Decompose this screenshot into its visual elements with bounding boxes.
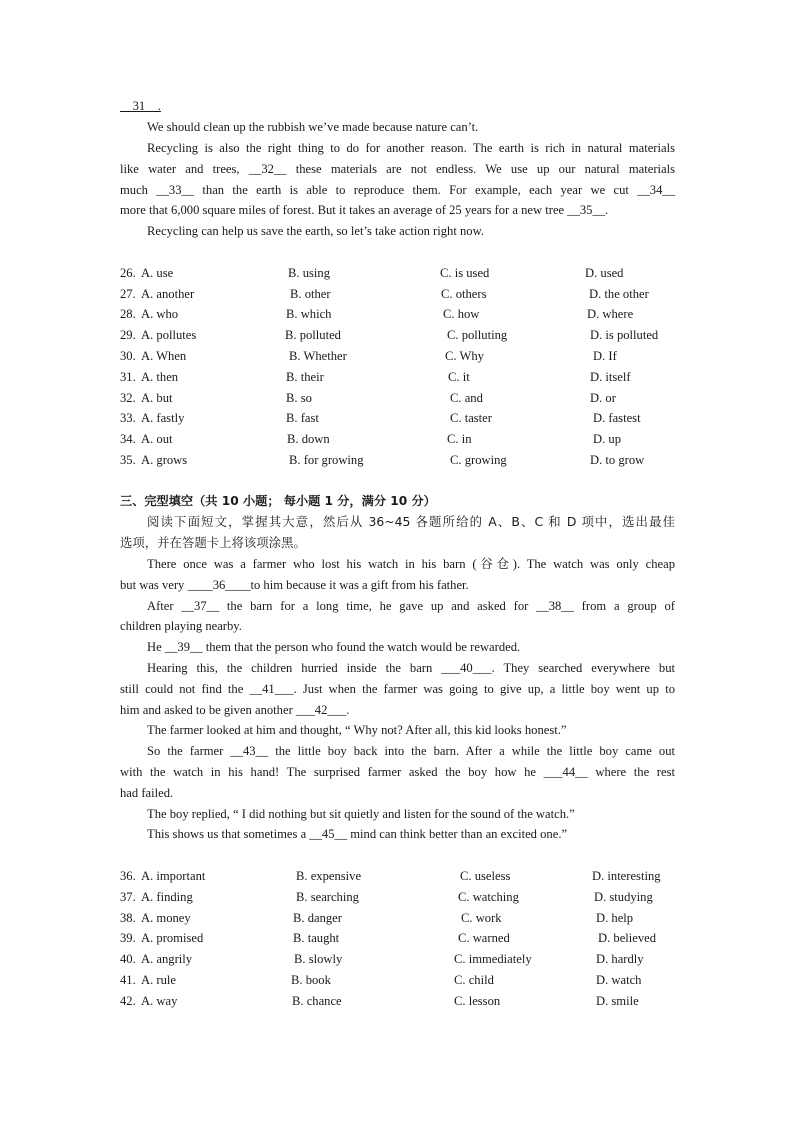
option-b: B. expensive xyxy=(296,869,362,883)
question-number: 30. xyxy=(120,349,136,363)
question-number: 39. xyxy=(120,931,136,945)
option-a: A. rule xyxy=(141,973,176,987)
option-a: A. way xyxy=(141,994,178,1008)
option-a: A. another xyxy=(141,287,195,301)
passage-line: had failed. xyxy=(120,786,174,800)
option-row xyxy=(120,970,700,991)
option-b: B. which xyxy=(286,307,332,321)
option-a: A. When xyxy=(141,349,187,363)
option-b: B. other xyxy=(290,287,331,301)
option-d: D. fastest xyxy=(593,411,641,425)
option-c: C. in xyxy=(447,432,472,446)
option-row xyxy=(120,284,700,305)
option-c: C. it xyxy=(448,370,470,384)
option-a: A. fastly xyxy=(141,411,185,425)
option-a: A. promised xyxy=(141,931,204,945)
option-d: D. or xyxy=(590,391,616,405)
passage-line: Recycling is also the right thing to do for another reason. The earth is rich in natural materials xyxy=(147,141,675,155)
option-c: C. work xyxy=(461,911,502,925)
option-b: B. using xyxy=(288,266,330,280)
question-number: 33. xyxy=(120,411,136,425)
option-row xyxy=(120,450,700,471)
option-c: C. polluting xyxy=(447,328,508,342)
question-number: 31. xyxy=(120,370,136,384)
option-a: A. but xyxy=(141,391,173,405)
question-number: 37. xyxy=(120,890,136,904)
option-row xyxy=(120,408,700,429)
option-row xyxy=(120,949,700,970)
question-number: 34. xyxy=(120,432,136,446)
option-row xyxy=(120,388,700,409)
section-instruction: 阅读下面短文，掌握其大意，然后从 36~45 各题所给的 A、B、C 和 D 项中，选出最佳 xyxy=(147,514,675,529)
option-row xyxy=(120,887,700,908)
option-b: B. their xyxy=(286,370,324,384)
option-d: D. interesting xyxy=(592,869,661,883)
option-d: D. itself xyxy=(590,370,631,384)
option-row xyxy=(120,367,700,388)
option-a: A. angrily xyxy=(141,952,193,966)
option-row xyxy=(120,263,700,284)
option-a: A. grows xyxy=(141,453,188,467)
option-b: B. fast xyxy=(286,411,319,425)
section-heading: 三、完型填空（共 10 小题； 每小题 1 分，满分 10 分） xyxy=(120,494,436,508)
option-c: C. how xyxy=(443,307,480,321)
option-a: A. use xyxy=(141,266,174,280)
question-number: 41. xyxy=(120,973,136,987)
option-a: A. pollutes xyxy=(141,328,197,342)
option-b: B. chance xyxy=(292,994,342,1008)
question-number: 42. xyxy=(120,994,136,1008)
option-row xyxy=(120,304,700,325)
option-a: A. important xyxy=(141,869,206,883)
option-b: B. Whether xyxy=(289,349,347,363)
option-a: A. who xyxy=(141,307,179,321)
option-a: A. finding xyxy=(141,890,193,904)
passage-line: So the farmer __43__ the little boy back into the barn. After a while the little boy came out xyxy=(147,744,675,758)
passage-line: with the watch in his hand! The surprised farmer asked the boy how he ___44__ where the rest xyxy=(120,765,675,779)
question-number: 26. xyxy=(120,266,136,280)
passage-line: Recycling can help us save the earth, so let’s take action right now. xyxy=(147,224,485,238)
option-d: D. is polluted xyxy=(590,328,659,342)
passage-line: After __37__ the barn for a long time, he gave up and asked for __38__ from a group of xyxy=(147,599,675,613)
question-number: 29. xyxy=(120,328,136,342)
option-row xyxy=(120,991,700,1012)
passage-line: much __33__ than the earth is able to reproduce them. For example, each year we cut __34__ xyxy=(120,183,675,197)
option-c: C. useless xyxy=(460,869,511,883)
option-b: B. book xyxy=(291,973,331,987)
question-number: 32. xyxy=(120,391,136,405)
option-d: D. hardly xyxy=(596,952,644,966)
passage-line: We should clean up the rubbish we’ve made because nature can’t. xyxy=(147,120,479,134)
option-c: C. and xyxy=(450,391,483,405)
option-d: D. the other xyxy=(589,287,649,301)
option-row xyxy=(120,928,700,949)
option-c: C. others xyxy=(441,287,487,301)
option-b: B. for growing xyxy=(289,453,364,467)
option-row xyxy=(120,866,700,887)
option-c: C. is used xyxy=(440,266,490,280)
option-d: D. up xyxy=(593,432,621,446)
option-d: D. to grow xyxy=(590,453,645,467)
section-instruction: 选项，并在答题卡上将该项涂黑。 xyxy=(120,535,306,550)
blank-31-line: __31__. xyxy=(120,99,161,113)
option-row xyxy=(120,908,700,929)
option-b: B. taught xyxy=(293,931,340,945)
option-c: C. Why xyxy=(445,349,484,363)
passage-line: The farmer looked at him and thought, “ Why not? After all, this kid looks honest.” xyxy=(147,723,567,737)
option-b: B. so xyxy=(286,391,312,405)
question-number: 36. xyxy=(120,869,136,883)
passage-line: but was very ____36____to him because it was a gift from his father. xyxy=(120,578,469,592)
question-number: 27. xyxy=(120,287,136,301)
option-d: D. help xyxy=(596,911,634,925)
option-d: D. believed xyxy=(598,931,657,945)
option-b: B. down xyxy=(287,432,330,446)
passage-line: Hearing this, the children hurried inside the barn ___40___. They searched everywhere but xyxy=(147,661,675,675)
option-b: B. slowly xyxy=(294,952,343,966)
option-d: D. smile xyxy=(596,994,639,1008)
option-a: A. money xyxy=(141,911,191,925)
passage-line: There once was a farmer who lost his watch in his barn (谷仓). The watch was only cheap xyxy=(147,557,675,571)
option-c: C. lesson xyxy=(454,994,501,1008)
option-d: D. where xyxy=(587,307,634,321)
option-c: C. immediately xyxy=(454,952,532,966)
passage-line: more that 6,000 square miles of forest. But it takes an average of 25 years for a new tree __35__. xyxy=(120,203,609,217)
option-row xyxy=(120,325,700,346)
option-c: C. warned xyxy=(458,931,510,945)
question-number: 38. xyxy=(120,911,136,925)
option-c: C. growing xyxy=(450,453,507,467)
option-b: B. searching xyxy=(296,890,359,904)
passage-line: He __39__ them that the person who found the watch would be rewarded. xyxy=(147,640,521,654)
option-c: C. taster xyxy=(450,411,492,425)
option-d: D. used xyxy=(585,266,624,280)
passage-line: The boy replied, “ I did nothing but sit quietly and listen for the sound of the watch.” xyxy=(147,807,575,821)
passage-line: him and asked to be given another ___42___. xyxy=(120,703,350,717)
question-number: 28. xyxy=(120,307,136,321)
option-b: B. polluted xyxy=(285,328,341,342)
passage-line: like water and trees, __32__ these materials are not endless. We use up our natural materials xyxy=(120,162,675,176)
option-a: A. then xyxy=(141,370,179,384)
passage-line: still could not find the __41___. Just when the farmer was going to give up, a little boy went up to xyxy=(120,682,675,696)
option-d: D. If xyxy=(593,349,617,363)
option-b: B. danger xyxy=(293,911,342,925)
option-c: C. watching xyxy=(458,890,519,904)
option-row xyxy=(120,429,700,450)
question-number: 35. xyxy=(120,453,136,467)
option-d: D. watch xyxy=(596,973,642,987)
passage-line: children playing nearby. xyxy=(120,619,242,633)
option-d: D. studying xyxy=(594,890,653,904)
option-c: C. child xyxy=(454,973,494,987)
option-row xyxy=(120,346,700,367)
passage-line: This shows us that sometimes a __45__ mind can think better than an excited one.” xyxy=(147,827,568,841)
option-a: A. out xyxy=(141,432,173,446)
question-number: 40. xyxy=(120,952,136,966)
